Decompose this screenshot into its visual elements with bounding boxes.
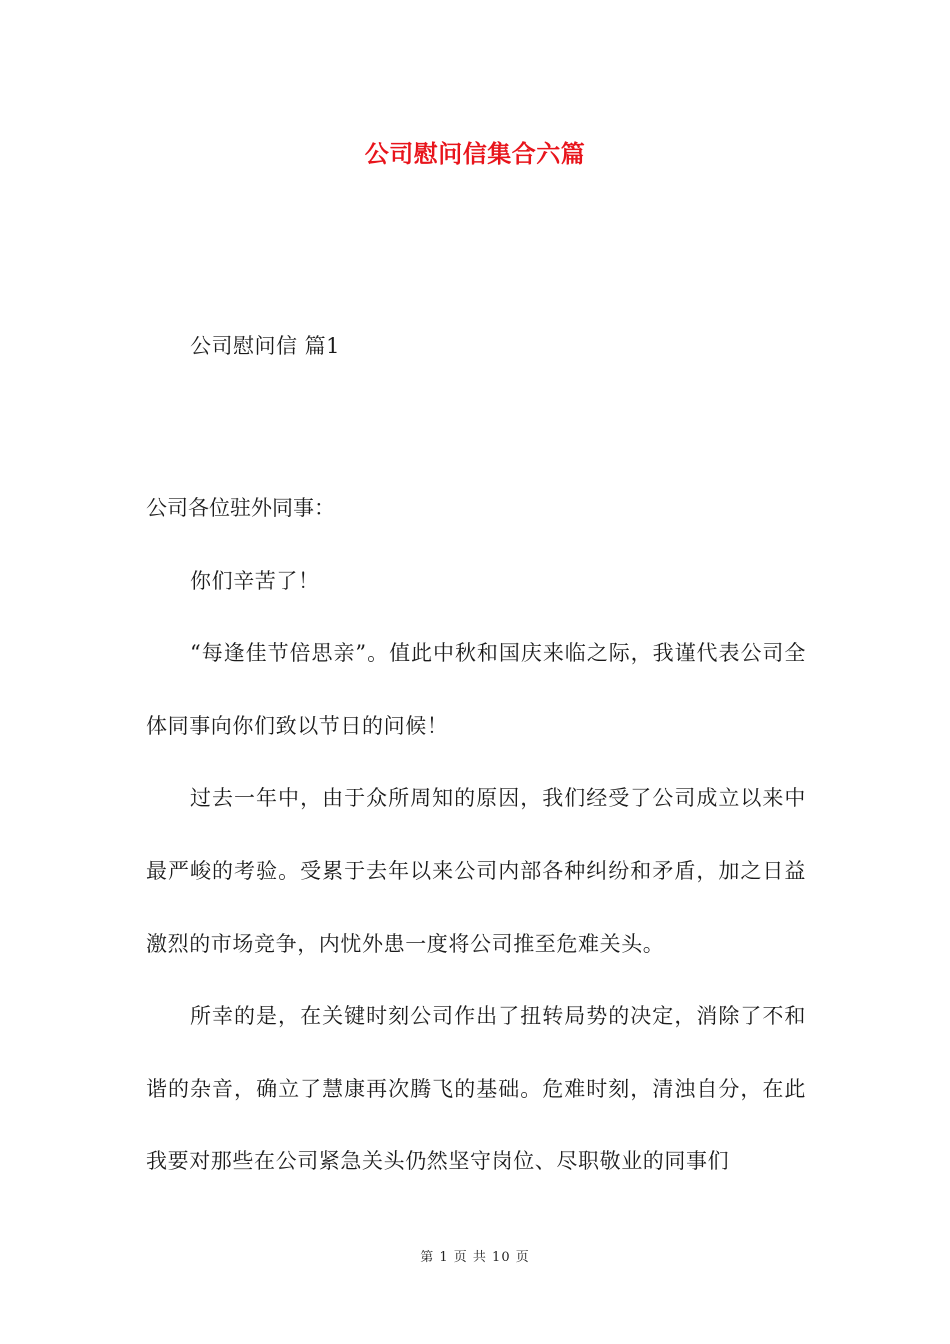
document-title: 公司慰问信集合六篇 <box>364 140 586 168</box>
letter-body <box>146 472 806 1198</box>
section-heading: 公司慰问信 篇1 <box>190 334 341 358</box>
paragraph: “每逢佳节倍思亲”。值此中秋和国庆来临之际，我谨代表公司全体同事向你们致以节日的问候！ <box>146 641 806 738</box>
paragraph: 所幸的是，在关键时刻公司作出了扭转局势的决定，消除了不和谐的杂音，确立了慧康再次腾飞的基础。危难时刻，清浊自分，在此我要对那些在公司紧急关头仍然坚守岗位、尽职敬业的同事们 <box>146 1004 806 1174</box>
page-footer: 第 1 页 共 10 页 <box>420 1250 530 1265</box>
salutation: 公司各位驻外同事： <box>146 496 335 520</box>
paragraph: 过去一年中，由于众所周知的原因，我们经受了公司成立以来中最严峻的考验。受累于去年以来公司内部各种纠纷和矛盾，加之日益激烈的市场竞争，内忧外患一度将公司推至危难关头。 <box>146 786 806 956</box>
paragraph: 你们辛苦了！ <box>190 568 320 593</box>
